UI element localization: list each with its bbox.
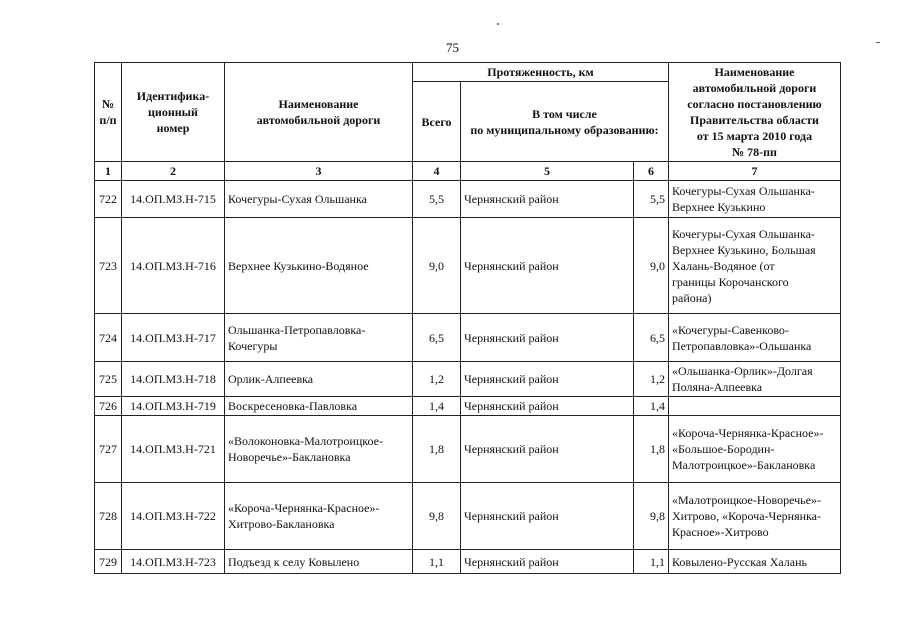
table-row [95,483,841,550]
road-id-cell: 14.ОП.МЗ.Н-718 [122,362,225,397]
road-id-cell: 14.ОП.МЗ.Н-716 [122,218,225,314]
total-length-cell: 1,2 [413,362,461,397]
road-id-cell: 14.ОП.МЗ.Н-719 [122,397,225,416]
total-length-cell: 1,4 [413,397,461,416]
district-cell: Чернянский район [461,218,634,314]
row-number-cell: 724 [95,314,122,362]
header-decree-text: Наименование автомобильной дороги согласно постановлению Правительства области от 15 марта 2010 года № 78-пп [687,65,822,159]
total-length-cell: 9,0 [413,218,461,314]
road-name-cell: Воскресеновка-Павловка [225,397,413,416]
district-cell: Чернянский район [461,483,634,550]
table-row [95,362,841,397]
header-num [95,63,122,162]
roads-table [94,62,841,574]
column-number: 1 [95,162,122,181]
total-length-cell: 1,1 [413,550,461,574]
column-number-row [95,162,841,181]
district-cell: Чернянский район [461,416,634,483]
road-id-cell: 14.ОП.МЗ.Н-715 [122,181,225,218]
district-length-cell: 9,8 [634,483,669,550]
road-name-cell: «Волоконовка-Малотроицкое- Новоречье»-Баклановка [225,416,413,483]
column-number: 4 [413,162,461,181]
table-row [95,314,841,362]
road-id-cell: 14.ОП.МЗ.Н-723 [122,550,225,574]
decree-name-cell: «Ольшанка-Орлик»-Долгая Поляна-Алпеевка [669,362,841,397]
row-number-cell: 729 [95,550,122,574]
column-number: 5 [461,162,634,181]
header-municipal-text: В том числе по муниципальному образованию: [470,106,659,137]
table-row [95,416,841,483]
table-row [95,550,841,574]
row-number-cell: 723 [95,218,122,314]
header-decree [669,63,841,162]
row-number-cell: 725 [95,362,122,397]
table-row [95,397,841,416]
district-cell: Чернянский район [461,397,634,416]
district-cell: Чернянский район [461,550,634,574]
table-row [95,181,841,218]
header-municipal [461,82,669,162]
table-row [95,218,841,314]
district-length-cell: 5,5 [634,181,669,218]
page-number: 75 [446,40,459,55]
header-total [413,82,461,162]
district-length-cell: 9,0 [634,218,669,314]
column-number: 7 [669,162,841,181]
district-length-cell: 1,2 [634,362,669,397]
decree-name-cell: «Малотроицкое-Новоречье»- Хитрово, «Короча-Чернянка- Красное»-Хитрово [669,483,841,550]
column-number: 2 [122,162,225,181]
road-id-cell: 14.ОП.МЗ.Н-717 [122,314,225,362]
district-cell: Чернянский район [461,362,634,397]
row-number-cell: 726 [95,397,122,416]
column-number: 6 [634,162,669,181]
road-name-cell: Подъезд к селу Ковылено [225,550,413,574]
header-total-text: Всего [421,114,452,129]
total-length-cell: 9,8 [413,483,461,550]
table-body [95,181,841,574]
row-number-cell: 728 [95,483,122,550]
decree-name-cell: Кочегуры-Сухая Ольшанка- Верхнее Кузькино, Большая Халань-Водяное (от границы Корочанского района) [669,218,841,314]
district-cell: Чернянский район [461,314,634,362]
header-name [225,63,413,162]
total-length-cell: 1,8 [413,416,461,483]
decree-name-cell: «Короча-Чернянка-Красное»- «Большое-Бородин- Малотроицкое»-Баклановка [669,416,841,483]
district-length-cell: 1,4 [634,397,669,416]
district-length-cell: 1,8 [634,416,669,483]
decree-name-cell: «Кочегуры-Савенково- Петропавловка»-Ольшанка [669,314,841,362]
road-name-cell: Верхнее Кузькино-Водяное [225,218,413,314]
header-length [413,63,669,82]
decree-name-cell [669,397,841,416]
district-cell: Чернянский район [461,181,634,218]
header-name-text: Наименование автомобильной дороги [256,97,381,127]
header-id [122,63,225,162]
column-number: 3 [225,162,413,181]
road-name-cell: Кочегуры-Сухая Ольшанка [225,181,413,218]
road-name-cell: Ольшанка-Петропавловка- Кочегуры [225,314,413,362]
district-length-cell: 1,1 [634,550,669,574]
header-id-text: Идентифика- ционный номер [136,89,210,135]
total-length-cell: 6,5 [413,314,461,362]
header-length-text: Протяженность, км [487,65,594,79]
road-id-cell: 14.ОП.МЗ.Н-722 [122,483,225,550]
road-name-cell: Орлик-Алпеевка [225,362,413,397]
header-num-text: № п/п [99,97,117,127]
total-length-cell: 5,5 [413,181,461,218]
row-number-cell: 722 [95,181,122,218]
decree-name-cell: Ковылено-Русская Халань [669,550,841,574]
district-length-cell: 6,5 [634,314,669,362]
decree-name-cell: Кочегуры-Сухая Ольшанка- Верхнее Кузькино [669,181,841,218]
road-id-cell: 14.ОП.МЗ.Н-721 [122,416,225,483]
row-number-cell: 727 [95,416,122,483]
road-name-cell: «Короча-Чернянка-Красное»- Хитрово-Баклановка [225,483,413,550]
